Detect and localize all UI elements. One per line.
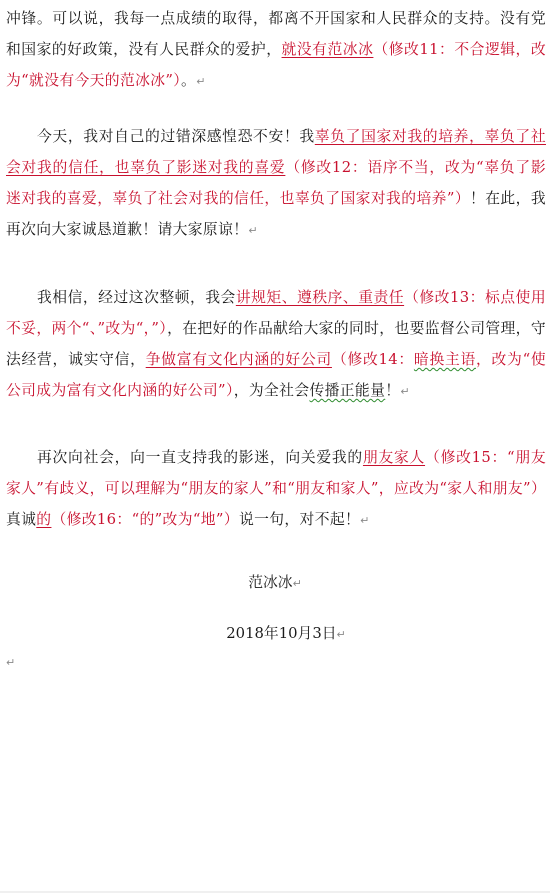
paragraph-4 xyxy=(6,442,546,536)
paragraph-mark: ↵ xyxy=(336,628,346,641)
body-text: 冲锋。可以说，我每一点成绩的取得，都离不开国家和人民群众的支持。没有党和国家的好政策，没有人民群众的爱护， xyxy=(6,10,546,58)
body-text: 我相信，经过这次整顿，我会 xyxy=(37,289,236,306)
revision-text: （修改12：语序不当，改为“辜负了影迷对我的喜爱，辜负了社会对我的信任，也辜负了国家对我的培养”） xyxy=(6,159,546,207)
signature-date: 2018年10月3日 xyxy=(226,625,337,642)
body-text: ，为全社会 xyxy=(233,382,310,399)
revision-text: （修改15：“朋友家人”有歧义，可以理解为“朋友的家人”和“朋友和家人”，应改为“家人和朋友”） xyxy=(6,449,547,497)
signature-name: 范冰冰 xyxy=(248,574,293,591)
body-text: ！ xyxy=(385,382,401,399)
body-text: ！在此，我再次向大家诚恳道歉！请大家原谅！ xyxy=(6,190,546,238)
revision-text: （修改11：不合逻辑，改为“就没有今天的范冰冰”） xyxy=(6,41,547,89)
paragraph-mark: ↵ xyxy=(248,224,258,237)
body-text: 真诚 xyxy=(6,511,37,528)
revision-text: （修改16：“的”改为“地”） xyxy=(51,511,239,528)
body-text: 再次向社会，向一直支持我的影迷，向关爱我的 xyxy=(37,449,363,466)
date-line xyxy=(0,618,550,650)
revision-text: 朋友家人 xyxy=(362,449,426,466)
revision-text: 争做富有文化内涵的好公司 xyxy=(145,351,332,368)
paragraph-3 xyxy=(6,282,546,407)
empty-paragraph-mark: ↵ xyxy=(6,656,16,669)
revision-text: （修改14： xyxy=(331,351,414,368)
paragraph-mark: ↵ xyxy=(400,385,410,398)
revision-text: ，改为“使公司成为富有文化内涵的好公司”） xyxy=(6,351,547,399)
paragraph-mark: ↵ xyxy=(292,577,302,590)
body-text: 今天，我对自己的过错深感惶恐不安！我 xyxy=(37,128,315,145)
paragraph-2 xyxy=(6,121,546,246)
revision-text: 的 xyxy=(36,511,52,528)
revision-text: 暗换主语 xyxy=(413,351,477,368)
revision-text: （修改13：标点使用不妥，两个“、”改为“，”） xyxy=(6,289,546,337)
paragraph-mark: ↵ xyxy=(360,514,370,527)
revision-text: 讲规矩、遵秩序、重责任 xyxy=(235,289,405,306)
revision-text: 辜负了国家对我的培养，辜负了社会对我的信任，也辜负了影迷对我的喜爱 xyxy=(6,128,546,176)
body-text: 传播正能量 xyxy=(309,382,386,399)
body-text: 说一句，对不起！ xyxy=(238,511,361,528)
paragraph-mark: ↵ xyxy=(196,75,206,88)
body-text: 。 xyxy=(181,72,197,89)
body-text: ，在把好的作品献给大家的同时，也要监督公司管理，守法经营，诚实守信， xyxy=(6,320,546,368)
paragraph-1 xyxy=(6,3,546,97)
revision-text: 就没有范冰冰 xyxy=(281,41,374,58)
signature-line xyxy=(0,567,550,599)
